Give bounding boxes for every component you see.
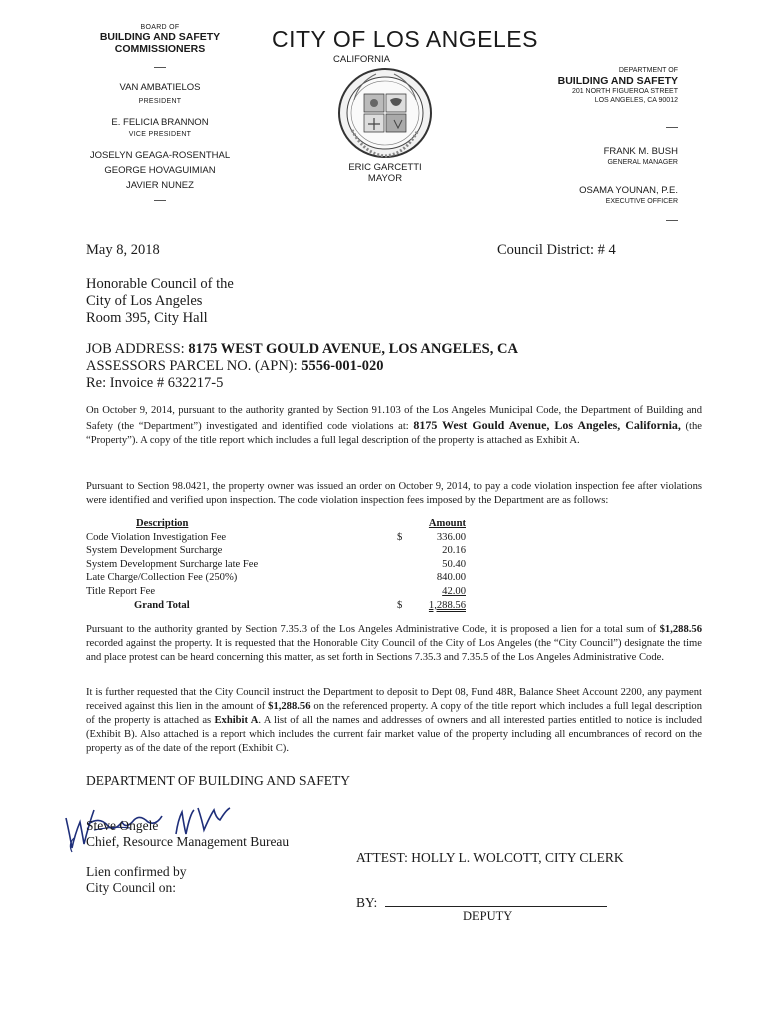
- department-address-line2: LOS ANGELES, CA 90012: [594, 97, 678, 104]
- fee-amount: 20.16: [442, 545, 466, 557]
- fee-description: System Development Surcharge late Fee: [86, 558, 259, 570]
- commissioner-name: JAVIER NUNEZ: [126, 180, 194, 191]
- paragraph-text: . A list of all the names and addresses of owners and all interested parties entitled to notice is included (Exhibit B). Also attached is a report which includes the current fair market value of the property including all encumbrances of record on the property as of the date of the report (Exhibit C).: [86, 715, 702, 754]
- department-of-label: DEPARTMENT OF: [618, 67, 678, 74]
- exhibit-a-bold: Exhibit A: [214, 715, 259, 726]
- mayor-name: ERIC GARCETTI: [348, 162, 422, 173]
- signer-name: Steve Ongele: [86, 818, 159, 833]
- job-address-line: [86, 341, 518, 358]
- fee-amount: 336.00: [436, 531, 466, 543]
- vice-president-name: E. FELICIA BRANNON: [111, 117, 209, 128]
- lien-confirmed-line: City Council on:: [86, 880, 177, 895]
- fee-table-header: [86, 517, 466, 531]
- table-row: [86, 544, 466, 558]
- mayor-block: [324, 162, 446, 184]
- apn-line: [86, 358, 518, 375]
- department-title: BUILDING AND SAFETY: [557, 75, 678, 87]
- divider: [666, 127, 678, 128]
- grand-total-row: [86, 599, 466, 613]
- paragraph-text: on the referenced property. A copy of the title report which includes a full legal description of the property is attached as: [86, 701, 703, 726]
- executive-officer-name: OSAMA YOUNAN, P.E.: [579, 185, 678, 196]
- lien-amount-bold: $1,288.56: [268, 701, 311, 712]
- board-of-label: BOARD OF: [140, 24, 180, 31]
- divider: [154, 67, 166, 68]
- paragraph-text: (the “Property”). A copy of the title report which includes a full legal description of the property is attached as Exhibit A.: [86, 421, 702, 446]
- board-title-line2: COMMISSIONERS: [114, 43, 206, 55]
- commissioner-name: JOSELYN GEAGA-ROSENTHAL: [89, 150, 231, 161]
- board-commissioners-block: [60, 24, 260, 207]
- job-reference-block: [86, 341, 518, 392]
- paragraph-order: Pursuant to Section 98.0421, the property owner was issued an order on October 9, 2014, to pay a code violation inspection fee after violations were identified and verified upon inspection. The code violation inspection fees imposed by the Department are as follows:: [86, 481, 702, 506]
- property-address-bold: 8175 West Gould Avenue, Los Angeles, California,: [413, 418, 681, 432]
- fee-description: Title Report Fee: [86, 585, 156, 597]
- president-title: PRESIDENT: [138, 98, 182, 105]
- lien-confirmation-block: [86, 864, 186, 896]
- vice-president-title: VICE PRESIDENT: [128, 131, 192, 138]
- apn-value: 5556-001-020: [301, 358, 384, 374]
- table-row: [86, 531, 466, 545]
- mayor-title: MAYOR: [367, 173, 403, 184]
- job-address-value: 8175 WEST GOULD AVENUE, LOS ANGELES, CA: [188, 341, 518, 357]
- fee-table: [86, 517, 466, 612]
- lien-amount-bold: $1,288.56: [659, 624, 702, 635]
- apn-label: ASSESSORS PARCEL NO. (APN):: [86, 358, 302, 374]
- fee-description: Code Violation Investigation Fee: [86, 531, 227, 543]
- addressee-line: Honorable Council of the: [86, 276, 234, 292]
- description-header: Description: [136, 518, 189, 529]
- department-address-line1: 201 NORTH FIGUEROA STREET: [571, 88, 678, 95]
- letter-date: May 8, 2018: [86, 242, 160, 258]
- paragraph-text: It is further requested that the City Council instruct the Department to deposit to Dept 08, Fund 48R, Balance Sheet Account 2200, any payment received against this lien in the amount of: [86, 687, 702, 712]
- city-seal-icon: [324, 68, 446, 158]
- dollar-sign: $: [397, 599, 403, 611]
- grand-total-amount: 1,288.56: [428, 599, 466, 611]
- fee-amount: 42.00: [442, 585, 466, 597]
- city-subtitle: CALIFORNIA: [333, 54, 391, 65]
- department-block: [538, 66, 678, 229]
- executive-officer-title: EXECUTIVE OFFICER: [605, 198, 678, 205]
- city-title: CITY OF LOS ANGELES: [272, 26, 538, 52]
- grand-total-label: Grand Total: [134, 599, 190, 611]
- president-name: VAN AMBATIELOS: [119, 82, 201, 93]
- invoice-reference: Re: Invoice # 632217-5: [86, 375, 224, 391]
- table-row: [86, 585, 466, 599]
- general-manager-title: GENERAL MANAGER: [607, 159, 678, 166]
- general-manager-name: FRANK M. BUSH: [603, 146, 678, 157]
- signer-title: Chief, Resource Management Bureau: [86, 834, 290, 849]
- fee-description: System Development Surcharge: [86, 545, 223, 557]
- table-row: [86, 571, 466, 585]
- fee-amount: 840.00: [436, 572, 466, 584]
- paragraph-lien-proposal: [86, 623, 702, 665]
- divider: [154, 200, 166, 201]
- paragraph-text: recorded against the property. It is requested that the Honorable City Council of the City of Los Angeles (the “City Council”) designate the time and place protest can be heard concerning this matter, as set forth in Sections 7.35.3 and 7.35.5 of the Los Angeles Administrative Code.: [86, 638, 702, 663]
- paragraph-text: Pursuant to the authority granted by Section 7.35.3 of the Los Angeles Administrative Code, it is proposed a lien for a total sum of: [86, 624, 660, 635]
- deputy-label: DEPUTY: [463, 909, 513, 923]
- signer-block: [86, 818, 289, 850]
- attest-line: ATTEST: HOLLY L. WOLCOTT, CITY CLERK: [356, 850, 624, 865]
- fee-amount: 50.40: [442, 558, 466, 570]
- fee-description: Late Charge/Collection Fee (250%): [86, 572, 238, 584]
- divider: [666, 220, 678, 221]
- commissioner-name: GEORGE HOVAGUIMIAN: [104, 165, 216, 176]
- paragraph-investigation: [86, 404, 702, 448]
- paragraph-text: On October 9, 2014, pursuant to the authority granted by Section 91.103 of the Los Angeles Municipal Code, the Department of Building and Safety (the “Department”) investigated and identified code violations at:: [86, 405, 702, 432]
- by-label: BY:: [356, 895, 378, 910]
- job-address-label: JOB ADDRESS:: [86, 341, 189, 357]
- dollar-sign: $: [397, 531, 403, 543]
- council-district: Council District: # 4: [497, 242, 616, 258]
- addressee-block: [86, 276, 234, 327]
- table-row: [86, 558, 466, 572]
- paragraph-deposit-request: [86, 686, 702, 756]
- addressee-line: City of Los Angeles: [86, 293, 203, 309]
- lien-confirmed-line: Lien confirmed by: [86, 864, 187, 879]
- addressee-line: Room 395, City Hall: [86, 310, 208, 326]
- signature-line: [385, 906, 607, 907]
- department-heading: DEPARTMENT OF BUILDING AND SAFETY: [86, 773, 350, 788]
- board-title-line1: BUILDING AND SAFETY: [99, 31, 221, 43]
- amount-header: Amount: [428, 518, 466, 529]
